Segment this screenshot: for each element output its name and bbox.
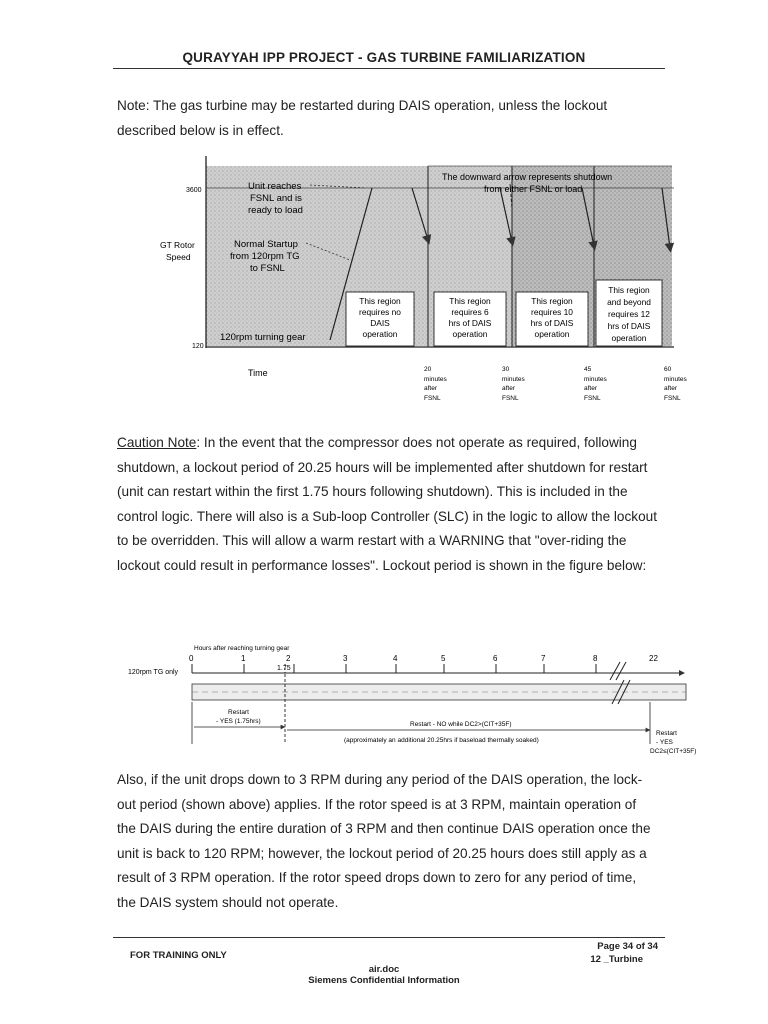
closing-paragraph: [117, 768, 657, 916]
region-3-line-2: requires 10: [531, 307, 573, 317]
fig2-break-1: [610, 662, 620, 680]
region-box-3: [516, 292, 588, 346]
time-mark-60-b: after: [664, 385, 678, 392]
footer-confidential: Siemens Confidential Information: [308, 975, 460, 986]
time-mark-45: [584, 366, 608, 402]
time-mark-60-value: 60: [664, 366, 672, 373]
fig2-tick-5: 5: [441, 654, 446, 663]
time-mark-20-value: 20: [424, 366, 432, 373]
region-2-line-4: operation: [452, 329, 488, 339]
time-mark-60: [664, 366, 688, 402]
callout-startup-3: to FSNL: [250, 263, 285, 274]
fig2-axis-title: Hours after reaching turning gear: [194, 645, 290, 652]
region-4-line-2: and beyond: [607, 297, 651, 307]
callout-arrow-note-1: The downward arrow represents shutdown: [442, 172, 613, 182]
region-1-line-2: requires no: [359, 307, 401, 317]
caution-note-text: : In the event that the compressor does not operate as required, following shutdown, a lockout period of 20.25 hours will be implemented after shutdown for restart (unit can restart within the first 1.75 hours following shutdown). This is included in the control logic. There will also is a Sub-loop Controller (SLC) in the logic to allow the lockout to be overridden. This will allow a warm restart with a WARNING that "over-riding the lockout could result in performance losses". Lockout period is shown in the figure below:: [117, 435, 657, 573]
caution-note: [117, 431, 657, 579]
callout-arrow-note-2: from either FSNL or load: [484, 184, 583, 194]
fig2-tick-8: 8: [593, 654, 598, 663]
region-2-line-3: hrs of DAIS: [448, 318, 492, 328]
fig2-break-2: [616, 662, 626, 680]
fig2-tick-6: 6: [493, 654, 498, 663]
time-mark-20-a: minutes: [424, 376, 447, 383]
region-3-line-3: hrs of DAIS: [530, 318, 574, 328]
fig2-row-label: 120rpm TG only: [128, 669, 179, 676]
region-3-line-4: operation: [534, 329, 570, 339]
fig2-restart-yes-3: DC2≤(CIT+35F): [650, 748, 697, 755]
fig2-tick-175: 1.75: [277, 665, 291, 672]
footer-training: FOR TRAINING ONLY: [130, 950, 227, 961]
fig2-restart-yes-2: - YES: [656, 739, 673, 746]
region-box-4: [596, 280, 662, 346]
page-header-title: QURAYYAH IPP PROJECT - GAS TURBINE FAMILIARIZATION: [182, 50, 586, 65]
fig2-restart-label-1: Restart: [228, 709, 249, 716]
fig2-tick-2: 2: [286, 654, 291, 663]
time-mark-60-c: FSNL: [664, 395, 681, 402]
time-mark-30: [502, 366, 526, 402]
rotor-speed-figure: [150, 150, 710, 410]
region-1-line-1: This region: [359, 296, 401, 306]
fig2-tick-3: 3: [343, 654, 348, 663]
fig2-restart-yes-1: Restart: [656, 730, 677, 737]
time-mark-45-a: minutes: [584, 376, 607, 383]
fig2-restart-label-2: - YES (1.75hrs): [216, 718, 261, 725]
region-4-line-1: This region: [608, 285, 650, 295]
y-tick-120: 120: [192, 343, 204, 350]
header-rule: [113, 68, 665, 69]
time-mark-30-b: after: [502, 385, 516, 392]
x-axis-label: Time: [248, 368, 268, 378]
fig2-tick-1: 1: [241, 654, 246, 663]
footer-section: 12 _Turbine: [590, 954, 643, 965]
region-4-line-4: hrs of DAIS: [607, 321, 651, 331]
y-axis-label-1: GT Rotor: [160, 240, 195, 250]
closing-paragraph-text: Also, if the unit drops down to 3 RPM during any period of the DAIS operation, the lock-out period (shown above) applies. If the rotor speed is at 3 RPM, maintain operation of the DAIS during the entire duration of 3 RPM and then continue DAIS operation once the unit is back to 120 RPM; however, the lockout period of 20.25 hours does still apply as a result of 3 RPM operation. If the rotor speed drops down to zero for any period of time, the DAIS system should not operate.: [117, 772, 651, 910]
fig2-tick-22: 22: [649, 654, 658, 663]
callout-startup-1: Normal Startup: [234, 239, 298, 250]
region-1-line-4: operation: [362, 329, 398, 339]
time-mark-30-c: FSNL: [502, 395, 519, 402]
y-tick-3600: 3600: [186, 187, 202, 194]
callout-turning-gear: 120rpm turning gear: [220, 332, 306, 343]
callout-fsnl-1: Unit reaches: [248, 181, 302, 192]
time-mark-30-value: 30: [502, 366, 510, 373]
time-mark-20-c: FSNL: [424, 395, 441, 402]
fig2-restart-no: Restart - NO while DC2>(CIT+35F): [410, 721, 512, 728]
time-mark-60-a: minutes: [664, 376, 687, 383]
region-1-line-3: DAIS: [370, 318, 390, 328]
time-mark-20-b: after: [424, 385, 438, 392]
region-4-line-3: requires 12: [608, 309, 650, 319]
intro-note-text: Note: The gas turbine may be restarted during DAIS operation, unless the lockout described below is in effect.: [117, 98, 608, 138]
caution-note-label: Caution Note: [117, 435, 197, 450]
callout-fsnl-3: ready to load: [248, 205, 303, 216]
fig2-tick-0: 0: [189, 654, 194, 663]
region-3-line-1: This region: [531, 296, 573, 306]
fig2-tick-7: 7: [541, 654, 546, 663]
region-box-1: [346, 292, 414, 346]
region-2-line-2: requires 6: [451, 307, 489, 317]
time-mark-45-c: FSNL: [584, 395, 601, 402]
intro-note: [117, 94, 657, 143]
caution-note-paragraph: [117, 431, 657, 579]
callout-startup-2: from 120rpm TG: [230, 251, 300, 262]
footer-doc: air.doc: [368, 964, 400, 975]
time-mark-45-b: after: [584, 385, 598, 392]
fig2-tick-4: 4: [393, 654, 398, 663]
time-mark-20: [424, 366, 448, 402]
y-axis-label-2: Speed: [166, 252, 191, 262]
time-mark-45-value: 45: [584, 366, 592, 373]
lockout-period-figure: [110, 640, 700, 760]
region-4-line-5: operation: [611, 333, 647, 343]
footer-page: Page 34 of 34: [597, 941, 658, 952]
region-box-2: [434, 292, 506, 346]
callout-fsnl-2: FSNL and is: [250, 193, 302, 204]
time-mark-30-a: minutes: [502, 376, 525, 383]
footer-rule: [113, 937, 665, 938]
fig2-approx: (approximately an additional 20.25hrs if baseload thermally soaked): [344, 737, 539, 744]
region-2-line-1: This region: [449, 296, 491, 306]
